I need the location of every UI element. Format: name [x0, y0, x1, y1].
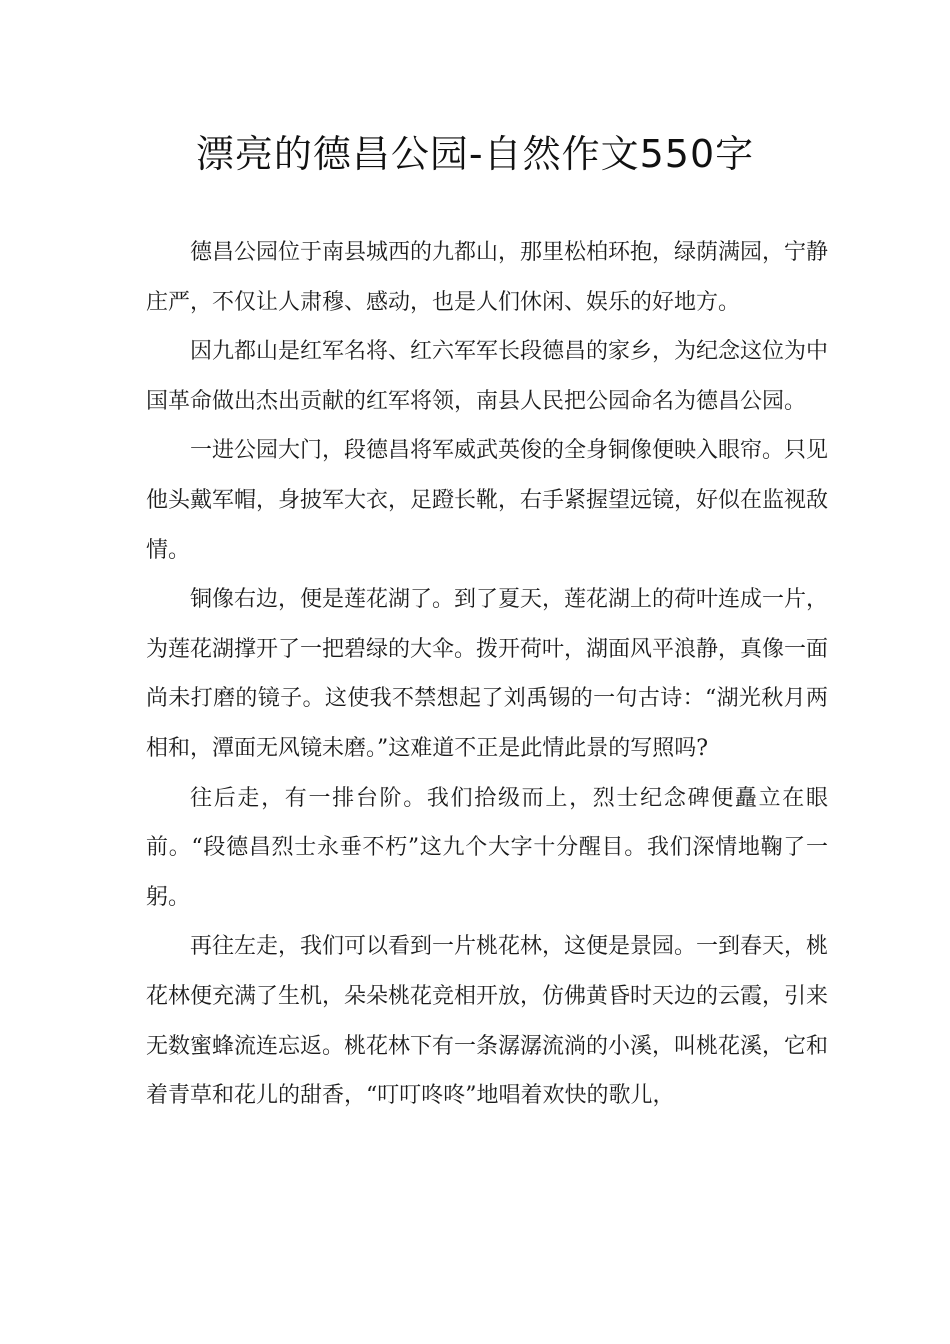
paragraph: 再往左走，我们可以看到一片桃花林，这便是景园。一到春天，桃花林便充满了生机，朵朵桃花竞相开放，仿佛黄昏时天边的云霞，引来无数蜜蜂流连忘返。桃花林下有一条潺潺流淌的小溪，叫桃花溪，它和着青草和花儿的甜香，“叮叮咚咚”地唱着欢快的歌儿，	[146, 934, 829, 1109]
paragraph: 因九都山是红军名将、红六军军长段德昌的家乡，为纪念这位为中国革命做出杰出贡献的红军将领，南县人民把公园命名为德昌公园。	[146, 339, 829, 414]
paragraph: 一进公园大门，段德昌将军威武英俊的全身铜像便映入眼帘。只见他头戴军帽，身披军大衣，足蹬长靴，右手紧握望远镜，好似在监视敌情。	[146, 438, 829, 563]
document-title: 漂亮的德昌公园-自然作文550字	[195, 132, 755, 176]
paragraph: 往后走，有一排台阶。我们拾级而上，烈士纪念碑便矗立在眼前。“段德昌烈士永垂不朽”这九个大字十分醒目。我们深情地鞠了一躬。	[146, 785, 828, 910]
document-body	[146, 228, 828, 1121]
paragraph: 铜像右边，便是莲花湖了。到了夏天，莲花湖上的荷叶连成一片，为莲花湖撑开了一把碧绿的大伞。拨开荷叶，湖面风平浪静，真像一面尚未打磨的镜子。这使我不禁想起了刘禹锡的一句古诗：“湖光秋月两相和，潭面无风镜未磨。”这难道不正是此情此景的写照吗?	[146, 587, 829, 761]
paragraph: 德昌公园位于南县城西的九都山，那里松柏环抱，绿荫满园，宁静庄严，不仅让人肃穆、感动，也是人们休闲、娱乐的好地方。	[146, 240, 829, 315]
